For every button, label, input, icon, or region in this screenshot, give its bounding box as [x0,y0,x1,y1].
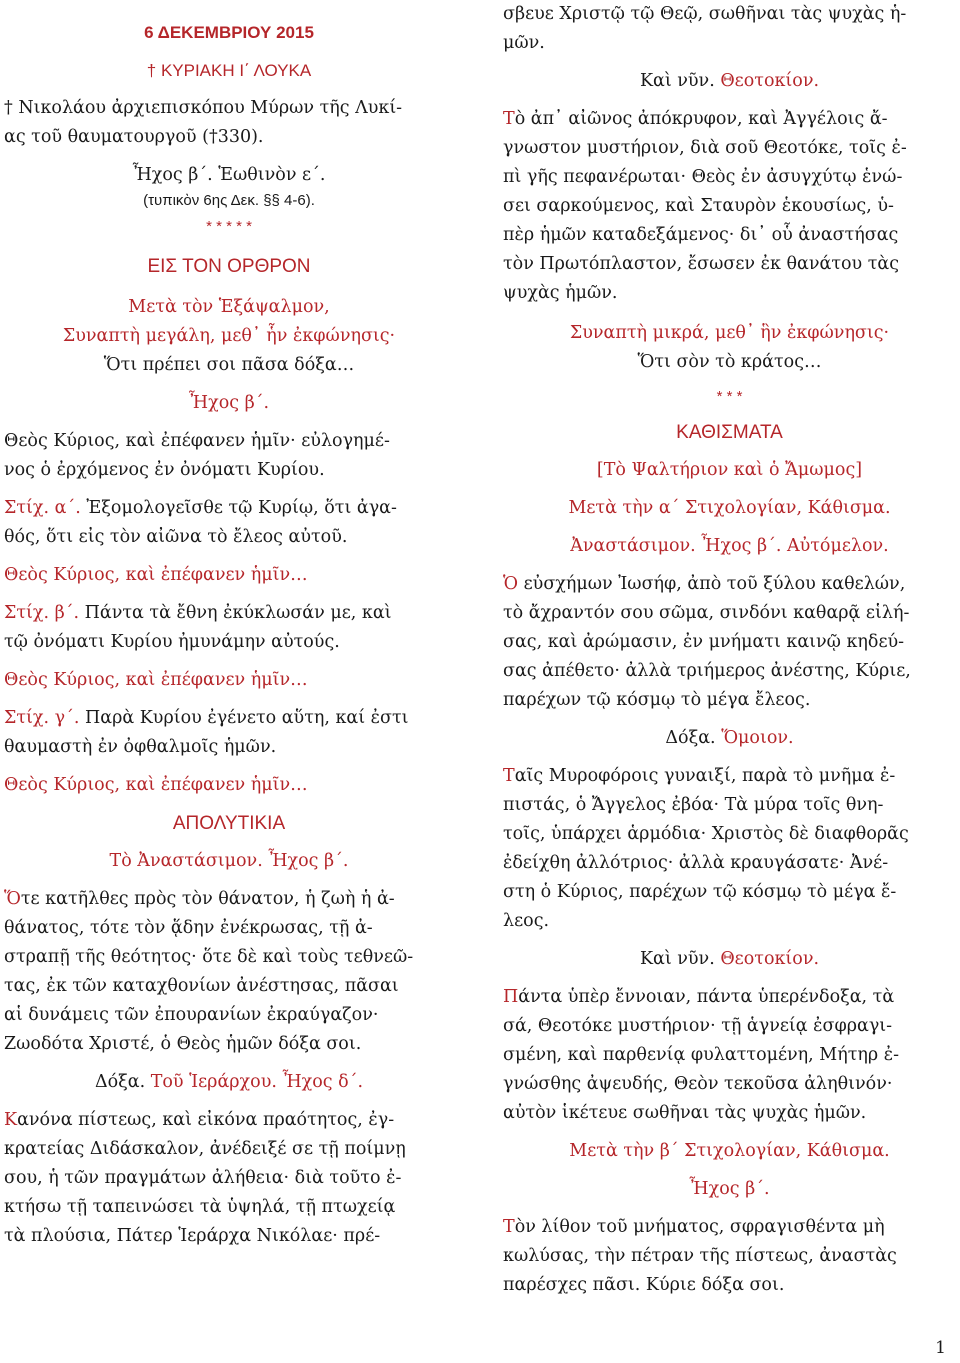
ekphonesis-2: Ὅτι σὸν τὸ κράτος… [637,352,822,372]
theotokion-line-1 [503,105,956,134]
panta-line-1 [503,983,956,1012]
apolytikion-line-3: στραπῇ τῆς θεότητος· ὅτε δὲ καὶ τοὺς τεθνεῶ- [4,947,414,967]
page-number: 1 [935,1338,946,1358]
kanona-line-2: κρατείας Διδάσκαλον, ἀνέδειξέ σε τῇ ποίμνῃ [4,1139,406,1159]
tone-line: Ἦχος β΄. Ἑωθινὸν ε΄. [132,165,326,185]
theotokion-line-7: ψυχὰς ἡμῶν. [503,283,618,303]
myrophoroi-text: αῖς Μυροφόροις γυναιξί, παρὰ τὸ μνῆμα ἐ- [514,766,896,786]
homoion-label: Ὅμοιον. [715,728,794,748]
stichos-a-label: Στίχ. α΄. [4,498,81,518]
kanona-line-5: τὰ πλούσια, Πάτερ Ἱεράρχα Νικόλαε· πρέ- [4,1226,381,1246]
drop-initial: Ὅ [4,889,21,909]
kathisma-line-3: σας, καὶ ἀρώμασιν, ἐν μνήματι καινῷ κηδεύ- [503,632,905,652]
ton-lithon-text: ὸν λίθον τοῦ μνήματος, σφραγισθέντα μὴ [514,1217,885,1237]
kathisma-line-4: σας ἀπέθετο· ἀλλὰ τριήμερος ἀνέστης, Κύριε, [503,661,911,681]
kai-nyn-label: Καὶ νῦν. [639,949,715,969]
apolytikion-line-1 [4,885,454,914]
apolytikion-text: τε κατῆλθες πρὸς τὸν θάνατον, ἡ ζωὴ ἡ ἀ- [20,889,395,909]
kathismata-heading: ΚΑΘΙΣΜΑΤΑ [676,422,783,443]
apolytikion-line-4: τας, ἐκ τῶν καταχθονίων ἀνέστησας, πᾶσαι [4,976,399,996]
saint-line-2: ας τοῦ θαυματουργοῦ (†330). [4,127,264,147]
drop-initial: Ὁ [503,574,519,594]
refrain-1: Θεὸς Κύριος, καὶ ἐπέφανεν ἡμῖν… [4,565,308,585]
panta-text: άντα ὑπὲρ ἔννοιαν, πάντα ὑπερένδοξα, τὰ [518,987,895,1007]
apolytikion-line-6: Ζωοδότα Χριστέ, ὁ Θεὸς ἡμῶν δόξα σοι. [4,1034,362,1054]
drop-initial: Τ [503,766,515,786]
date-title: 6 ΔΕΚΕΜΒΡΙΟΥ 2015 [144,23,314,42]
theotokion-text: ὸ ἀπ᾿ αἰῶνος ἀπόκρυφον, καὶ Ἀγγέλοις ἄ- [514,109,888,129]
kanona-line-3: σου, ἡ τῶν πραγμάτων ἀλήθεια· διὰ τοῦτο ἐ- [4,1168,402,1188]
psaltirion-note: [Τὸ Ψαλτήριον καὶ ὁ Ἄμωμος] [596,460,863,480]
stars-divider: * * * * * [206,218,252,235]
apolytikion-line-2: θάνατος, τότε τὸν ᾅδην ἐνέκρωσας, τῇ ἀ- [4,918,373,938]
doxa-label: Δόξα. [94,1072,146,1092]
stichos-b-label: Στίχ. β΄. [4,603,80,623]
stichos-c-line-1 [4,704,454,733]
typikon-ref: (τυπικὸν 6ης Δεκ. §§ 4-6). [143,192,315,209]
left-column [4,0,454,1251]
kai-nyn-label: Καὶ νῦν. [639,71,715,91]
stars-divider-2: * * * [716,388,743,405]
kathisma-line-2: τὸ ἄχραντόν σου σῶμα, σινδόνι καθαρᾷ εἱλή- [503,603,910,623]
myrophoroi-line-4: ἐδείχθη ἀλλότριος· ἀλλὰ κραυγάσατε· Ἀνέ- [503,853,889,873]
myrophoroi-line-3: τοῖς, ὑπάρχει ἁρμόδια· Χριστὸς δὲ διαφθορᾶς [503,824,909,844]
right-column [503,0,956,1300]
drop-initial: Τ [503,109,515,129]
theotokion-line-3: πὶ γῆς πεφανέρωται· Θεὸς ἐν ἀσυγχύτῳ ἑνώ- [503,167,903,187]
kathisma-line-1 [503,570,956,599]
doxa-homoion-heading [503,724,956,753]
theotokion-label: Θεοτοκίον. [714,949,820,969]
panta-line-5: αὐτὸν ἱκέτευε σωθῆναι τὰς ψυχὰς ἡμῶν. [503,1103,867,1123]
theotokion-line-2: γνωστον μυστήριον, διὰ σοῦ Θεοτόκε, τοῖς ἐ- [503,138,907,158]
stichos-b-line-2: τῷ ὀνόματι Κυρίου ἠμυνάμην αὐτούς. [4,632,340,652]
kanona-line-1 [4,1106,454,1135]
after-hexapsalm: Μετὰ τὸν Ἑξάψαλμον, [128,297,330,317]
refrain-3: Θεὸς Κύριος, καὶ ἐπέφανεν ἡμῖν… [4,775,308,795]
sunday-title: † ΚΥΡΙΑΚΗ Ι΄ ΛΟΥΚΑ [146,61,312,80]
anastasimon-automelon: Ἀναστάσιμον. Ἦχος β΄. Αὐτόμελον. [570,536,889,556]
drop-initial: Π [503,987,519,1007]
stichos-c-label: Στίχ. γ΄. [4,708,80,728]
theotokion-line-4: σει σαρκούμενος, καὶ Σταυρὸν ἑκουσίως, ὑ- [503,196,894,216]
theotokion-line-5: πὲρ ἡμῶν καταδεξάμενος· δι᾿ οὗ ἀναστήσας [503,225,899,245]
myrophoroi-line-2: πιστάς, ὁ Ἄγγελος ἐβόα· Τὰ μύρα τοῖς θνη- [503,795,884,815]
stichos-a-line-2: θός, ὅτι εἰς τὸν αἰῶνα τὸ ἔλεος αὐτοῦ. [4,527,348,547]
kai-nyn-heading-1 [503,67,956,96]
tone-b-heading-2: Ἦχος β΄. [689,1179,770,1199]
kathisma-line-5: παρέχων τῷ κόσμῳ τὸ μέγα ἔλεος. [503,690,811,710]
stichos-c-line-2: θαυμαστὴ ἐν ὀφθαλμοῖς ἡμῶν. [4,737,277,757]
panta-line-2: σά, Θεοτόκε μυστήριον· τῇ ἁγνείᾳ ἐσφραγι- [503,1016,893,1036]
refrain-2: Θεὸς Κύριος, καὶ ἐπέφανεν ἡμῖν… [4,670,308,690]
anastasimon-heading: Τὸ Ἀναστάσιμον. Ἦχος β΄. [109,851,349,871]
stichos-a-line-1 [4,494,454,523]
myrophoroi-line-1 [503,762,956,791]
kai-nyn-heading-2 [503,945,956,974]
doxa-label: Δόξα. [665,728,716,748]
ton-lithon-line-1 [503,1213,956,1242]
panta-line-4: γνώσθης ἀψευδής, Θεὸν τεκοῦσα ἀληθινόν· [503,1074,893,1094]
stichos-a-text: Ἐξομολογεῖσθε τῷ Κυρίῳ, ὅτι ἀγα- [80,498,397,518]
kathisma-text: εὐσχήμων Ἰωσήφ, ἀπὸ τοῦ ξύλου καθελών, [518,574,906,594]
apolytikion-line-5: αἱ δυνάμεις τῶν ἐπουρανίων ἐκραύγαζον· [4,1005,379,1025]
after-second-stichology: Μετὰ τὴν β΄ Στιχολογίαν, Κάθισμα. [569,1141,890,1161]
orthros-heading: ΕΙΣ ΤΟΝ ΟΡΘΡΟΝ [147,256,311,277]
kanona-text: ανόνα πίστεως, καὶ εἰκόνα πραότητος, ἐγ- [17,1110,395,1130]
drop-initial: Κ [4,1110,18,1130]
myrophoroi-line-6: λεος. [503,911,550,931]
panta-line-3: σμένη, καὶ παρθενίᾳ φυλαττομένη, Μήτηρ ἐ- [503,1045,900,1065]
ekphonesis: Ὅτι πρέπει σοι πᾶσα δόξα… [103,355,355,375]
apolytikia-heading: ΑΠΟΛΥΤΙΚΙΑ [172,813,286,834]
theos-kyrios-line-1: Θεὸς Κύριος, καὶ ἐπέφανεν ἡμῖν· εὐλογημέ- [4,431,390,451]
continuation-line-2: μῶν. [503,33,545,53]
continuation-line-1: σβευε Χριστῷ τῷ Θεῷ, σωθῆναι τὰς ψυχὰς ἡ- [503,4,907,24]
stichos-c-text: Παρὰ Κυρίου ἐγένετο αὕτη, καί ἐστι [79,708,409,728]
kanona-line-4: κτήσω τῇ ταπεινώσει τὰ ὑψηλά, τῇ πτωχείᾳ [4,1197,396,1217]
theotokion-line-6: τὸν Πρωτόπλαστον, ἔσωσεν ἐκ θανάτου τὰς [503,254,900,274]
theotokion-label: Θεοτοκίον. [714,71,820,91]
theos-kyrios-line-2: νος ὁ ἐρχόμενος ἐν ὀνόματι Κυρίου. [4,460,325,480]
myrophoroi-line-5: στη ὁ Κύριος, παρέχων τῷ κόσμῳ τὸ μέγα ἔ- [503,882,897,902]
stichos-b-line-1 [4,599,454,628]
drop-initial: Τ [503,1217,515,1237]
stichos-b-text: Πάντα τὰ ἔθνη ἐκύκλωσάν με, καὶ [79,603,392,623]
doxa-hierarch-heading [4,1068,454,1097]
tone-b-heading: Ἦχος β΄. [188,393,270,413]
ton-lithon-line-2: κωλύσας, τὴν πέτραν τῆς πίστεως, ἀναστὰς [503,1246,897,1266]
hierarch-label: Τοῦ Ἱεράρχου. Ἦχος δ΄. [145,1072,364,1092]
after-first-stichology: Μετὰ τὴν α΄ Στιχολογίαν, Κάθισμα. [568,498,891,518]
saint-line-1: † Νικολάου ἀρχιεπισκόπου Μύρων τῆς Λυκί- [4,98,403,118]
ton-lithon-line-3: παρέσχες πᾶσι. Κύριε δόξα σοι. [503,1275,785,1295]
great-litany: Συναπτὴ μεγάλη, μεθ᾿ ἧν ἐκφώνησις· [62,326,396,346]
small-litany: Συναπτὴ μικρά, μεθ᾿ ἣν ἐκφώνησις· [569,323,890,343]
